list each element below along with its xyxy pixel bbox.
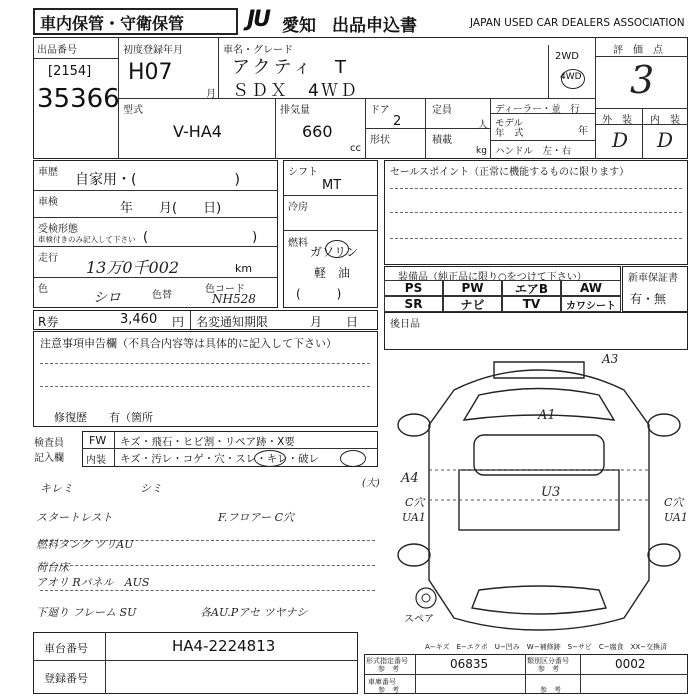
equip-airbag: エアB [502, 280, 561, 296]
form-title: 出品申込書 [332, 16, 417, 36]
equipment-label: 装備品（純正品に限り○をつけて下さい） [398, 272, 587, 283]
first-reg-value: H07 [128, 60, 173, 85]
first-reg-unit: 月 [206, 89, 216, 100]
after-items-label: 後日品 [390, 319, 420, 330]
model-year-unit: 年 [578, 126, 588, 137]
sales-label: セールスポイント（正常に機能するものに限ります） [390, 167, 630, 178]
association-name: JAPAN USED CAR DEALERS ASSOCIATION [470, 17, 685, 29]
damage-a3: A3 [602, 352, 619, 366]
shift-value: MT [322, 178, 342, 193]
note-2: シミ [140, 482, 162, 495]
equip-sr: SR [384, 296, 443, 312]
damage-a4: A4 [401, 471, 419, 486]
equip-leather-seat: カワシート [561, 296, 621, 312]
car-grade: ＳＤＸ 4ＷＤ [232, 81, 359, 101]
handover-label: 受検形態 [38, 224, 78, 235]
note-8: 下廻り フレーム SU [36, 606, 137, 619]
class-number-value: 0002 [615, 657, 646, 671]
note-9: 各AU.Pアセ ツヤナシ [200, 606, 308, 619]
car-name: アクティ T [232, 57, 350, 78]
type-number-sub: 参 考 [378, 665, 399, 673]
model-year-label: モデル [495, 118, 524, 129]
fuel-label: 燃料 [288, 238, 308, 249]
color-code-label: 色コード [205, 284, 245, 295]
recycle-unit: 円 [172, 315, 185, 329]
notes-label: 注意事項申告欄（不具合内容等は具体的に記入して下さい） [40, 337, 337, 350]
checker-fw-items: キズ・飛石・ヒビ割・リペア跡・X要 [120, 436, 295, 448]
inspection-value: 年 月( 日) [120, 201, 222, 216]
damage-legend: A−キズ E−エクボ U−凹み W−補修跡 S−サビ C−腐食 XX−交換済 [425, 643, 668, 651]
handle-label: ハンドル 左・右 [495, 146, 572, 157]
vehicle-number-sub-2: 参 考 [540, 686, 561, 694]
equip-ps: PS [384, 280, 443, 296]
warranty-value: 有・無 [630, 292, 667, 306]
note-3: スタートレスト [36, 511, 113, 524]
displacement-label: 排気量 [280, 105, 310, 116]
displacement-unit: cc [350, 143, 361, 154]
equip-navi: ナビ [443, 296, 502, 312]
fuel-diesel: 軽 油 [314, 266, 351, 280]
warranty-label: 新車保証書 [628, 273, 678, 284]
chassis-number: HA4-2224813 [172, 637, 276, 655]
equip-pw: PW [443, 280, 502, 296]
class-number-label: 類別区分番号 [527, 657, 569, 665]
spare-label: スペア [404, 614, 434, 625]
car-name-label: 車名・グレード [223, 45, 293, 56]
lot-number: 35366 [37, 84, 120, 114]
handover-note: 車検付きのみ記入して下さい [38, 235, 136, 244]
drive-4wd: 4WD [560, 72, 582, 82]
displacement-value: 660 [302, 122, 333, 141]
exterior-label: 外 装 [602, 115, 632, 126]
interior-label: 内 装 [650, 115, 680, 126]
inspection-label: 車検 [38, 197, 58, 208]
checker-interior-items: キズ・汚レ・コゲ・穴・スレ・キレ・破レ [120, 453, 320, 465]
recycle-label: R券 [38, 315, 59, 329]
model-year-label-2: 年 式 [495, 128, 524, 139]
fuel-gas: ガソリン [310, 245, 359, 259]
checker-interior: 内装 [86, 455, 106, 466]
ac-label: 冷房 [288, 202, 308, 213]
color-label: 色 [38, 284, 48, 295]
interior-score: D [657, 128, 674, 152]
load-label: 積載 [432, 135, 452, 146]
equip-aw: AW [561, 280, 621, 296]
mileage-unit: km [235, 262, 253, 275]
vehicle-number-sub: 参 考 [378, 686, 399, 694]
damage-a1: A1 [538, 408, 556, 423]
reg-number-label: 登録番号 [44, 672, 88, 685]
repair-history: 修復歴 有（箇所 [54, 411, 153, 424]
lot-label: 出品番号 [37, 45, 77, 56]
equip-tv: TV [502, 296, 561, 312]
drive-2wd: 2WD [555, 51, 579, 62]
mileage-value: 13万0千002 [86, 258, 180, 277]
logo: JU [247, 7, 270, 32]
vehicle-number-label: 車庫番号 [368, 678, 396, 686]
shape-label: 形状 [370, 135, 390, 146]
color-change-label: 色替 [152, 290, 172, 301]
checker-label-2: 記入欄 [34, 453, 64, 464]
class-number-sub: 参 考 [538, 665, 559, 673]
mileage-label: 走行 [38, 253, 58, 264]
model-label: 型式 [123, 105, 143, 116]
load-unit: kg [476, 146, 487, 156]
type-number-value: 06835 [450, 657, 489, 671]
color-code: NH528 [212, 292, 256, 306]
handover-value: ( ) [143, 230, 258, 245]
selected-circle-2 [340, 450, 366, 467]
exterior-score: D [612, 128, 629, 152]
dealer-label: ディーラー・並 行 [495, 104, 580, 115]
storage-label: 車内保管・守衛保管 [40, 14, 185, 33]
org-name: 愛知 [282, 16, 316, 36]
first-reg-label: 初度登録年月 [123, 45, 183, 56]
fuel-other: ( ) [296, 287, 342, 301]
checker-fw: FW [89, 434, 107, 447]
note-7: アオリ Rパネル AUS [36, 576, 150, 589]
note-4: F.フロアー C穴 [218, 511, 294, 524]
note-5: 燃料タンク ツリAU [36, 538, 134, 551]
damage-left-ua1: UA1 [402, 511, 426, 524]
selected-circle-1 [254, 450, 286, 467]
type-number-label: 形式指定番号 [366, 657, 408, 665]
history-label: 車歴 [38, 167, 58, 178]
doors-value: 2 [393, 114, 402, 129]
after-items-frame [384, 312, 688, 350]
note-1: キレミ [40, 482, 73, 495]
lot-code: [2154] [48, 64, 92, 79]
score-label: 評 価 点 [613, 45, 663, 56]
shift-label: シフト [288, 167, 318, 178]
color-value: シロ [93, 290, 121, 306]
capacity-unit: 人 [478, 120, 488, 131]
tax-deadline-value: 月 日 [310, 315, 359, 329]
score-value: 3 [630, 58, 655, 102]
doors-label: ドア [370, 105, 390, 116]
note-6: 荷台床 [36, 561, 69, 574]
damage-left-c: C穴 [405, 496, 425, 509]
tax-deadline-label: 名変通知期限 [196, 315, 269, 329]
checker-label-1: 検査員 [34, 438, 64, 449]
history-value: 自家用・( ) [75, 172, 240, 188]
damage-right-ua1: UA1 [664, 511, 688, 524]
recycle-value: 3,460 [120, 312, 158, 327]
damage-right-c: C穴 [664, 496, 684, 509]
damage-u3: U3 [541, 485, 561, 500]
model-value: V-HA4 [173, 122, 222, 141]
capacity-label: 定員 [432, 105, 452, 116]
chassis-label: 車台番号 [44, 642, 88, 655]
note-10: (大) [362, 478, 380, 489]
